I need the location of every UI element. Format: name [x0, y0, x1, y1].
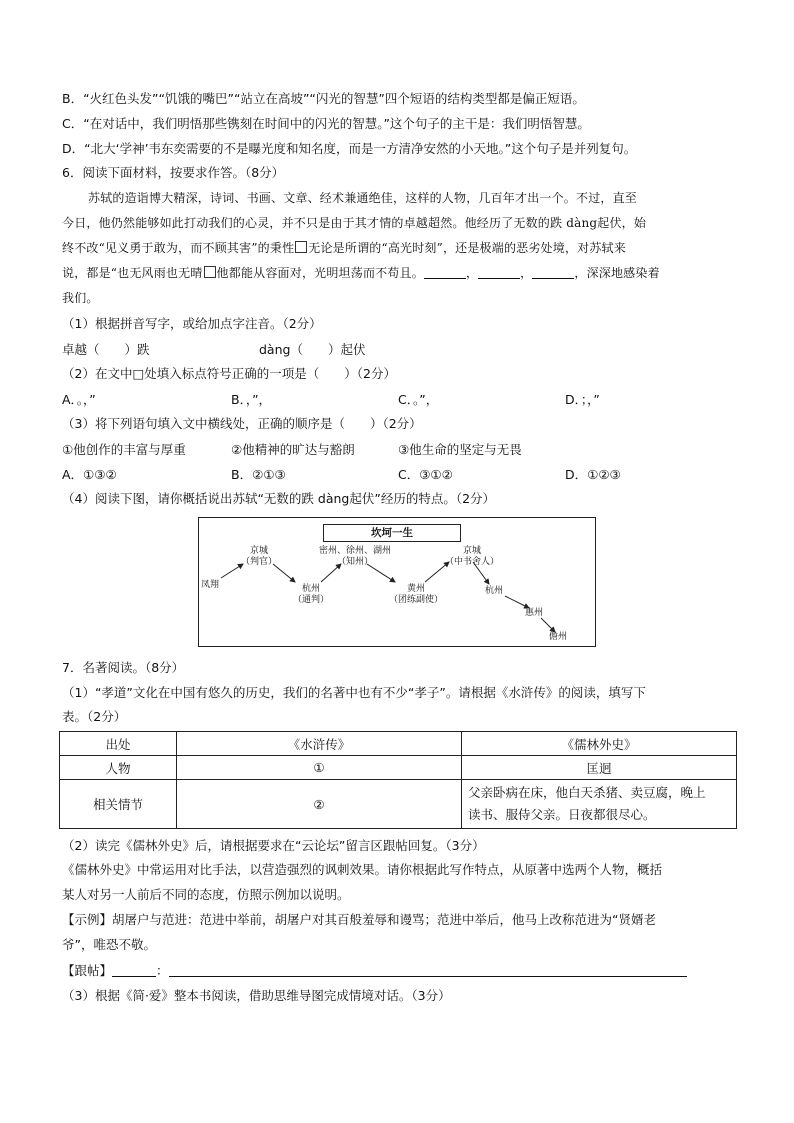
- q6-passage-line2: 今日，他仍然能够如此打动我们的心灵，并不只是由于其才情的卓越超然。他经历了无数的跌 dàng起伏，始: [62, 216, 647, 230]
- q6-passage-line4: 说，都是“也无风雨也无晴 他都能从容面对，光明坦荡而不苟且。 ， ， ，深深地感染着: [62, 266, 660, 280]
- arrow-hangzhou-huizhou: [505, 596, 529, 608]
- q7-sub1-line2: 表。（2分）: [62, 709, 127, 724]
- q7-sub2: （2）读完《儒林外史》后，请根据要求在“云论坛”留言区跟帖回复。（3分）: [62, 838, 485, 853]
- su-shi-career-diagram: [198, 517, 596, 647]
- q7-sub3: （3）根据《简·爱》整本书阅读，借助思维导图完成情境对话。（3分）: [62, 988, 451, 1003]
- q6-sub1: （1）根据拼音写字，或给加点字注音。（2分）: [62, 316, 322, 331]
- q6-sub2-option-b: B．，”，: [231, 392, 272, 407]
- q6-sub3-item-1: ①他创作的丰富与厚重: [62, 442, 186, 457]
- q6-sub4: （4）阅读下图，请你概括说出苏轼“无数的跌 dàng起伏”经历的特点。（2分）: [62, 491, 496, 506]
- table-row: [60, 756, 737, 780]
- table-header-source: 出处: [60, 732, 177, 756]
- q6-sub3-option-b: B．②①③: [231, 467, 286, 482]
- q6-sub3-option-d: D．①②③: [565, 467, 621, 482]
- node-hangzhou-2: 杭州: [485, 586, 504, 596]
- table-cell-blank-1[interactable]: ①: [177, 756, 462, 780]
- punctuation-box-1: [295, 241, 307, 253]
- q7-example-line1: 【示例】胡屠户与范进：范进中举前，胡屠户对其百般羞辱和谩骂；范进中举后，他马上改称范进为“贤婿老: [62, 912, 656, 927]
- diagram-title: 坎坷一生: [323, 524, 461, 542]
- node-jingcheng-1: 京城 （判官）: [241, 546, 278, 567]
- q5-option-c: C．“在对话中，我们明悟那些镌刻在时间中的闪光的智慧。”这个句子的主干是：我们明悟智慧。: [62, 116, 590, 131]
- table-header-shuihu: 《水浒传》: [177, 732, 462, 756]
- q7-reply-row: 【跟帖】 ：: [62, 962, 687, 980]
- q6-sub2-option-d: D．；，”: [565, 392, 600, 407]
- node-huangzhou: 黄州 （团练副使）: [389, 584, 444, 605]
- q6-passage-line3: 终不改“见义勇于敢为，而不顾其害”的秉性 无论是所谓的“高光时刻”，还是极端的恶劣处境，对苏轼来: [62, 241, 626, 255]
- arrow-huizhou-danzhou: [541, 618, 555, 632]
- arrow-fengxiang-jingcheng: [221, 564, 243, 578]
- q6-sub1-item-a: 卓越（ ）跌: [62, 342, 150, 357]
- q6-sub2-option-c: C．。”，: [398, 392, 439, 407]
- q7-heading: 7．名著阅读。（8分）: [62, 660, 185, 675]
- fill-blank-1[interactable]: [424, 266, 466, 279]
- q6-sub3-option-c: C．③①②: [398, 467, 453, 482]
- reply-label: 【跟帖】: [62, 963, 113, 978]
- q6-passage-line5: 我们。: [62, 291, 99, 305]
- q7-example-line2: 爷”，唯恐不敬。: [62, 937, 156, 952]
- q6-sub3-item-2: ②他精神的旷达与豁朗: [231, 442, 355, 457]
- fill-blank-3[interactable]: [532, 266, 574, 279]
- node-fengxiang: 凤翔: [201, 580, 220, 590]
- table-cell: 相关情节: [60, 780, 177, 829]
- q6-passage-line1: 苏轼的造诣博大精深，诗词、书画、文章、经术兼通绝佳，这样的人物，几百年才出一个。不过，直至: [88, 191, 638, 205]
- table-cell: 匡迥: [462, 756, 737, 780]
- q6-sub2: （2）在文中□处填入标点符号正确的一项是（ ）（2分）: [62, 366, 396, 381]
- node-hangzhou-1: 杭州 （通判）: [293, 584, 330, 605]
- table-cell: 人物: [60, 756, 177, 780]
- q6-sub2-option-a: A．。，”: [62, 392, 96, 407]
- q7-sub2-desc-line1: 《儒林外史》中常运用对比手法，以营造强烈的讽刺效果。请你根据此写作特点，从原著中选两个人物，概括: [62, 862, 663, 877]
- reply-names-blank[interactable]: [112, 964, 156, 977]
- table-cell-plot: 父亲卧病在床，他白天杀猪、卖豆腐，晚上 读书、服侍父亲。日夜都很尽心。: [462, 780, 737, 829]
- table-row: [60, 780, 737, 829]
- fill-blank-2[interactable]: [478, 266, 520, 279]
- q6-sub1-item-b: dàng（ ）起伏: [259, 342, 366, 357]
- table-header-rulin: 《儒林外史》: [462, 732, 737, 756]
- punctuation-box-2: [204, 266, 216, 278]
- q7-sub2-desc-line2: 某人对另一人前后不同的态度，仿照示例加以说明。: [62, 887, 350, 902]
- q6-sub3-item-3: ③他生命的坚定与无畏: [398, 442, 522, 457]
- q6-heading: 6．阅读下面材料，按要求作答。（8分）: [62, 165, 285, 180]
- q7-sub1-line1: （1）“孝道”文化在中国有悠久的历史，我们的名著中也有不少“孝子”。请根据《水浒传》的阅读，填写下: [62, 685, 646, 700]
- q5-option-b: B．“火红色头发”“饥饿的嘴巴”“站立在高坡”“闪光的智慧”四个短语的结构类型都是偏正短语。: [62, 91, 585, 106]
- table-cell-blank-2[interactable]: ②: [177, 780, 462, 829]
- q6-sub3-option-a: A．①③②: [62, 467, 117, 482]
- table-row: [60, 732, 737, 756]
- q5-option-d: D．“北大‘学神’韦东奕需要的不是曝光度和知名度，而是一方清净安然的小天地。”这个句子是并列复句。: [62, 141, 637, 156]
- node-danzhou: 儋州: [549, 632, 568, 642]
- node-huizhou: 惠州: [525, 608, 544, 618]
- filial-piety-table: [59, 731, 737, 829]
- node-jingcheng-2: 京城 （中书舍人）: [445, 546, 500, 567]
- reply-content-blank[interactable]: [169, 964, 687, 977]
- diagram-arrows: [199, 518, 597, 648]
- node-mizhou: 密州、徐州、湖州 （知州）: [319, 546, 392, 567]
- q6-sub3: （3）将下列语句填入文中横线处，正确的顺序是（ ）（2分）: [62, 416, 422, 431]
